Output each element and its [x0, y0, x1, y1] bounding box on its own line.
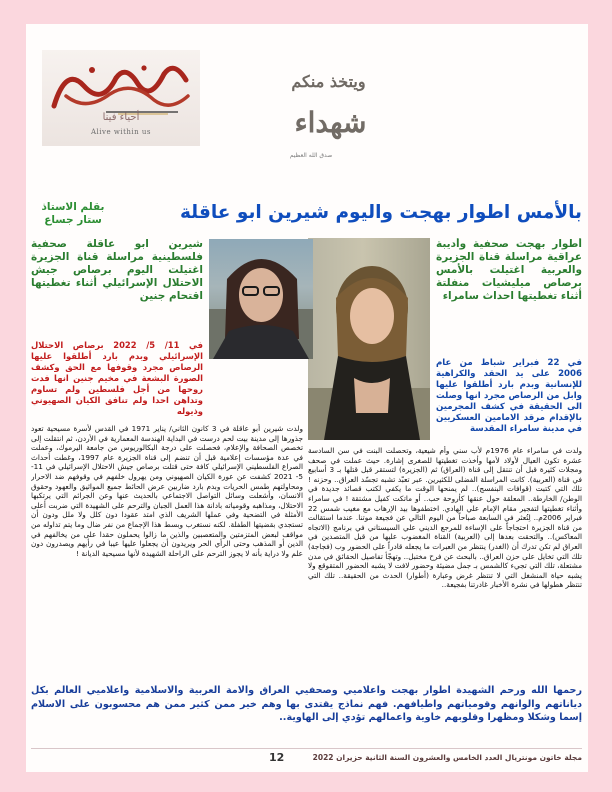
magazine-page — [26, 24, 588, 772]
author-name: ستار جساع — [44, 214, 102, 226]
logo-panel — [42, 50, 200, 146]
shireen-biography — [31, 424, 303, 620]
atwar-biography-text: ولدت في سامراء عام 1976م لأب سني وأم شيعية، وتحصلت البنت في سن السادسة عشرة تكون العيال لأولاد لأمها وأخذت تغطيتها للصغرى إشارة. حيث عملت في صحف ومجلات كثيرة قبل أن تنتقل إلى قناة (العراق) ثم (الجزيرة) لتستقر قبل قتلها بـ 3 أسابيع في قناة (العربية). كانت المراسلة الفضلى للكثيرين. عبر تعبّد تشبه تجسّد العراق.. وحزنه ! تلك التي كتبت (قوافات البنفسج).. لم يمنحها الوقت ما يكفي لكتب قصائد جديدة في الوطن/ الخارطة.. المعلقة حول عنقها كأروحة حب.. أو ماتكت كفيل مشتقة ! في سامراء وأثناء تغطيتها لتفجير مقام الإمام علي الهادي. اختطفوها بيد الإرهاب مع مغيب شمس 22 فبراير 2006م.. لِتُعثر في السابعة صباحاً من اليوم التالي عن فجيعة موتنا. عندما استقالت من قناة الجزيرة احتجاجاً على الإساءة للمرجع الديني علي السيستاني في برنامج (الاتجاه المعاكس).. والتحقت بعدها إلى (العربية) القناة المغضوب عليها من قبل المتصدين في العراق لم تكن تدرك أن (الغدر) ينتظر من العبرات ما يجعله قادراً على الحضور وب (فجاجة) تلك التي تخايل على حزن العراق.. بالبحث عن فرح مختبل.. وتهجّأ تفاصيل الحقائق في مدن مشتعلة، تلك التي تجيء كالشمس بـ جمل مضيئة وحضور لافت لا يشبه الحضور المتقوقع ولا يشبه حياة المنشغل التي لا تنتظر غرض وعبارة (أطوار) الحدث من الحقيقة.. تلك التي تنتظر هطولها في نشرة الأخبار غادرتنا بفجيعة.. — [308, 446, 582, 590]
header-verse-line1: ويتخذ منكم — [291, 72, 366, 91]
photo-shireen-abu-akleh — [209, 239, 313, 359]
footer-text: مجلة خاتون مونتريال العدد الخامس والعشرون السنة الثانية حزيران 2022 — [312, 753, 582, 762]
shireen-summary — [31, 340, 203, 424]
closing-paragraph — [31, 684, 582, 740]
header-verse-source: صدق الله العظيم — [289, 152, 333, 159]
author-line1: بقلم الاستاذ — [41, 201, 105, 213]
author-credit — [38, 201, 108, 227]
shireen-lead — [31, 238, 203, 340]
shireen-biography-text: ولدت شيرين أبو عاقلة في 3 كانون الثاني/ يناير 1971 في القدس لأسرة مسيحية تعود جذورها إلى مدينة بيت لحم درست في البداية الهندسة المعمارية في الأردن، ثم انتقلت إلى تخصص الصحافة والإعلام، فحصلت على درجة البكالوريوس من جامعة اليرموك، وعملت في عدة مؤسسات إعلامية قبل أن تنضم إلى قناة الجزيرة عام 1997، وغطت أحداث الصراع الفلسطيني الإسرائيلي كافة حتى قتلت برصاص جيش الاحتلال الإسرائيلي في 11- 5- 2021 كشفت عن عورة الكيان الصهيوني ومن يهرول خلفهم في وقوفهم ضد الاحرار ومحاولتهم طمس الحريات وبدم بارد ضاربين عرض الحائط جميع المواثيق والعهود وحقوق الانسان، وأشعلت وسائل التواصل الاجتماعي بالحديث عنها وعن الجرائم التي يرتكبها الاحتلال، ومذاهبه وقومياته بادانة هذا العمل الجبان والترحم على الشهيدة التي ضربت أعلى الأمثلة في التضحية وفي عملها الشريف الذي امتد عقودا دون كلل ولا ملل ودون أن تستجدي بقضيتها الطفلة. لكنه نستغرب وبسط هذا الإجماع من نفر ضال وما يتم تداوله من مواقف لبعض المتزمتين والمتعصبين والذين ما زالوا يحملون حقدا على من يخالفهم في الدين أو المذهب وحتى الرأي الحر ويريدون أن يجعلوا عليها عيبا في رأيهم ويصدرون دون علم ولا دراية بأنه لا يجوز الترحم على الراحلة الشهيدة لأنها مسيحية الديانة ! — [31, 424, 303, 558]
photo-atwar-bahjat — [308, 238, 430, 440]
closing-text: رحمها الله ورحم الشهيدة اطوار بهجت واعلاميي وصحفيي العراق والامة العربية والاسلامية واعلاميي العالم بكل دياناتهم والوانهم وقومياتهم واطيافهم. فهم نماذج يقتدى بها وهم خير ممن كثير ممن هم محسوبون على الاسلام إسما وشكلا ومظهرا وقلوبهم خاوية واعمالهم تؤدي إلى الهاوية.. — [31, 685, 582, 723]
atwar-lead — [436, 238, 582, 358]
page-footer — [31, 748, 582, 767]
atwar-summary — [436, 358, 582, 450]
header-verse-line2: شهداء — [294, 106, 367, 139]
atwar-lead-text: أطوار بهجت صحفية وأديبة عراقية مراسلة قناة الجزيرة والعربية اغتيلت بالأمس برصاص ميليشيات منفلتة أثناء تغطيتها احداث سامراء — [436, 238, 582, 302]
logo-arabic: أحياء فينا — [102, 112, 140, 123]
shireen-lead-text: شيرين ابو عاقلة صحفية فلسطينية مراسلة قناة الجزيرة اغتيلت اليوم برصاص جيش الاحتلال الإسرائيلي أثناء تغطيتها اقتحام جنين — [31, 238, 203, 302]
article-headline: بالأمس اطوار بهجت واليوم شيرين ابو عاقلة — [179, 202, 582, 223]
shireen-summary-text: في 11/ 5/ 2022 برصاص الاحتلال الإسرائيلي وبدم بارد أطلقوا عليها الرصاص مجرد وقوفها مع الحق وكشف الصورة البشعة في مخيم جنين انها فدت روحها من أجل فلسطين ولم تساوم وتداهن احدا ولم تنافق الكيان الصهيوني وذيوله — [31, 340, 203, 416]
page-number: 12 — [269, 751, 285, 764]
atwar-biography — [308, 446, 582, 682]
atwar-summary-text: في 22 فبراير شباط من عام 2006 على يد الحقد والكراهية للإنسانية وبدم بارد أطلقوا عليها وابل من الرصاص مجرد انها وصلت الى الحقيقة في كشف المجرمين بالإقدام مرقد الامامين العسكريين في مدينة سامراء المقدسة — [436, 358, 582, 434]
calligraphy-logo — [46, 56, 196, 118]
logo-english: Alive within us — [91, 128, 151, 136]
